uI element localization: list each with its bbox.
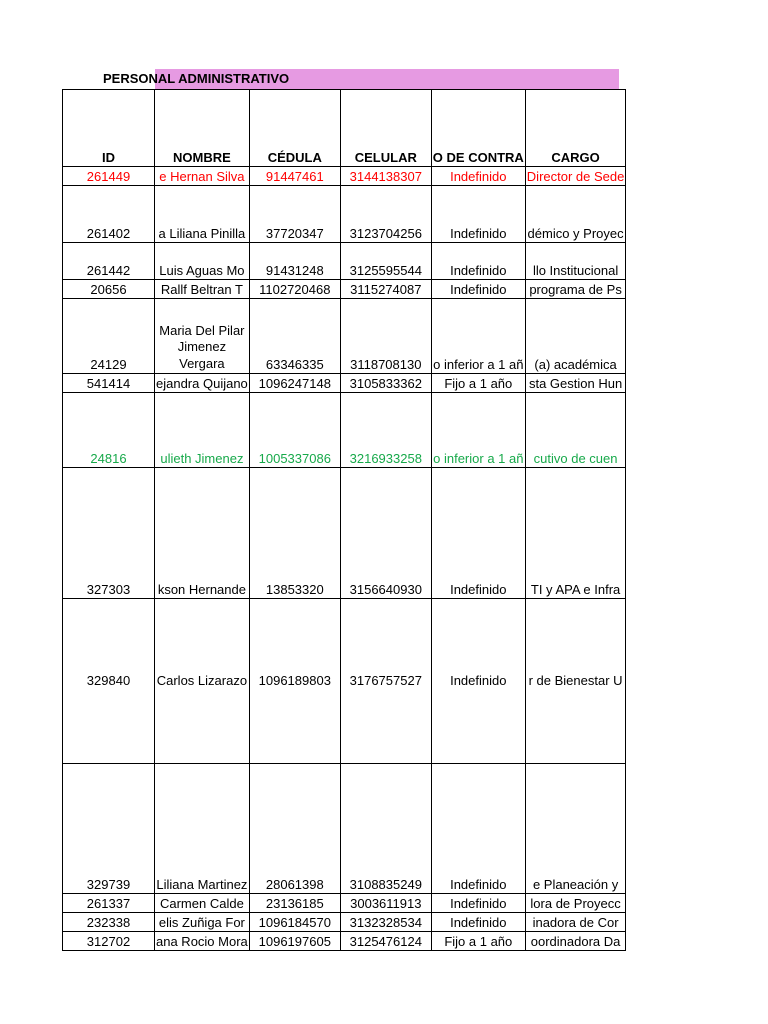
cell-cargo[interactable]: e Planeación y: [525, 764, 626, 894]
cell-cedula[interactable]: 91431248: [249, 243, 340, 280]
cell-contrato[interactable]: Fijo a 1 año: [431, 374, 525, 393]
cell-id[interactable]: 232338: [63, 913, 155, 932]
header-cargo[interactable]: CARGO: [525, 90, 626, 167]
cell-cedula[interactable]: 13853320: [249, 468, 340, 599]
table-row: [63, 599, 626, 764]
cell-nombre[interactable]: elis Zuñiga For: [155, 913, 250, 932]
cell-cedula[interactable]: 28061398: [249, 764, 340, 894]
cell-nombre[interactable]: Luis Aguas Mo: [155, 243, 250, 280]
cell-cedula[interactable]: 1096184570: [249, 913, 340, 932]
cell-contrato[interactable]: o inferior a 1 añ: [431, 299, 525, 374]
table-row: [63, 299, 626, 374]
cell-cargo[interactable]: TI y APA e Infra: [525, 468, 626, 599]
cell-celular[interactable]: 3115274087: [340, 280, 431, 299]
cell-cargo[interactable]: oordinadora Da: [525, 932, 626, 951]
table-row: [63, 280, 626, 299]
header-row: [63, 90, 626, 167]
cell-id[interactable]: 261337: [63, 894, 155, 913]
cell-nombre[interactable]: kson Hernande: [155, 468, 250, 599]
cell-cedula[interactable]: 23136185: [249, 894, 340, 913]
cell-cargo[interactable]: sta Gestion Hun: [525, 374, 626, 393]
cell-id[interactable]: 261442: [63, 243, 155, 280]
table-row: [63, 894, 626, 913]
cell-nombre[interactable]: Liliana Martinez: [155, 764, 250, 894]
cell-celular[interactable]: 3125476124: [340, 932, 431, 951]
sheet-title: PERSONAL ADMINISTRATIVO: [103, 71, 290, 86]
cell-cedula[interactable]: 1096197605: [249, 932, 340, 951]
cell-contrato[interactable]: Indefinido: [431, 913, 525, 932]
cell-cedula[interactable]: 1005337086: [249, 393, 340, 468]
cell-nombre[interactable]: Maria Del Pilar Jimenez Vergara: [155, 299, 250, 374]
cell-cedula[interactable]: 63346335: [249, 299, 340, 374]
cell-cedula[interactable]: 1102720468: [249, 280, 340, 299]
table-row: [63, 468, 626, 599]
cell-id[interactable]: 261402: [63, 186, 155, 243]
table-row: [63, 374, 626, 393]
cell-celular[interactable]: 3156640930: [340, 468, 431, 599]
cell-cargo[interactable]: lora de Proyecc: [525, 894, 626, 913]
table-row: [63, 764, 626, 894]
cell-contrato[interactable]: Indefinido: [431, 599, 525, 764]
cell-id[interactable]: 24816: [63, 393, 155, 468]
cell-cedula[interactable]: 1096189803: [249, 599, 340, 764]
cell-id[interactable]: 312702: [63, 932, 155, 951]
cell-celular[interactable]: 3125595544: [340, 243, 431, 280]
cell-cargo[interactable]: inadora de Cor: [525, 913, 626, 932]
header-nombre[interactable]: NOMBRE: [155, 90, 250, 167]
table-row: [63, 186, 626, 243]
cell-id[interactable]: 541414: [63, 374, 155, 393]
cell-celular[interactable]: 3118708130: [340, 299, 431, 374]
header-contrato[interactable]: O DE CONTRA: [431, 90, 525, 167]
header-id[interactable]: ID: [63, 90, 155, 167]
cell-contrato[interactable]: Indefinido: [431, 167, 525, 186]
cell-celular[interactable]: 3216933258: [340, 393, 431, 468]
cell-cargo[interactable]: llo Institucional: [525, 243, 626, 280]
header-celular[interactable]: CELULAR: [340, 90, 431, 167]
cell-cargo[interactable]: r de Bienestar U: [525, 599, 626, 764]
table-row: [63, 913, 626, 932]
table-row: [63, 167, 626, 186]
cell-nombre[interactable]: Rallf Beltran T: [155, 280, 250, 299]
cell-nombre[interactable]: Carlos Lizarazo: [155, 599, 250, 764]
cell-nombre[interactable]: e Hernan Silva: [155, 167, 250, 186]
cell-cargo[interactable]: Director de Sede: [525, 167, 626, 186]
cell-celular[interactable]: 3003611913: [340, 894, 431, 913]
cell-nombre[interactable]: Carmen Calde: [155, 894, 250, 913]
cell-id[interactable]: 327303: [63, 468, 155, 599]
cell-celular[interactable]: 3108835249: [340, 764, 431, 894]
cell-cargo[interactable]: (a) académica: [525, 299, 626, 374]
cell-celular[interactable]: 3105833362: [340, 374, 431, 393]
cell-id[interactable]: 329840: [63, 599, 155, 764]
cell-cedula[interactable]: 37720347: [249, 186, 340, 243]
cell-id[interactable]: 329739: [63, 764, 155, 894]
table-row: [63, 243, 626, 280]
cell-contrato[interactable]: o inferior a 1 añ: [431, 393, 525, 468]
cell-cedula[interactable]: 91447461: [249, 167, 340, 186]
cell-celular[interactable]: 3144138307: [340, 167, 431, 186]
table-row: [63, 932, 626, 951]
cell-contrato[interactable]: Indefinido: [431, 243, 525, 280]
cell-celular[interactable]: 3176757527: [340, 599, 431, 764]
cell-contrato[interactable]: Indefinido: [431, 764, 525, 894]
cell-nombre[interactable]: ulieth Jimenez: [155, 393, 250, 468]
cell-cargo[interactable]: programa de Ps: [525, 280, 626, 299]
table-row: [63, 393, 626, 468]
cell-id[interactable]: 20656: [63, 280, 155, 299]
cell-id[interactable]: 261449: [63, 167, 155, 186]
cell-cargo[interactable]: démico y Proyec: [525, 186, 626, 243]
cell-contrato[interactable]: Fijo a 1 año: [431, 932, 525, 951]
cell-nombre[interactable]: ana Rocio Mora: [155, 932, 250, 951]
cell-cargo[interactable]: cutivo de cuen: [525, 393, 626, 468]
header-cedula[interactable]: CÉDULA: [249, 90, 340, 167]
cell-celular[interactable]: 3123704256: [340, 186, 431, 243]
cell-contrato[interactable]: Indefinido: [431, 280, 525, 299]
cell-contrato[interactable]: Indefinido: [431, 894, 525, 913]
cell-id[interactable]: 24129: [63, 299, 155, 374]
cell-celular[interactable]: 3132328534: [340, 913, 431, 932]
cell-nombre[interactable]: ejandra Quijano: [155, 374, 250, 393]
cell-cedula[interactable]: 1096247148: [249, 374, 340, 393]
personnel-table: [62, 89, 626, 951]
cell-contrato[interactable]: Indefinido: [431, 468, 525, 599]
cell-contrato[interactable]: Indefinido: [431, 186, 525, 243]
cell-nombre[interactable]: a Liliana Pinilla: [155, 186, 250, 243]
